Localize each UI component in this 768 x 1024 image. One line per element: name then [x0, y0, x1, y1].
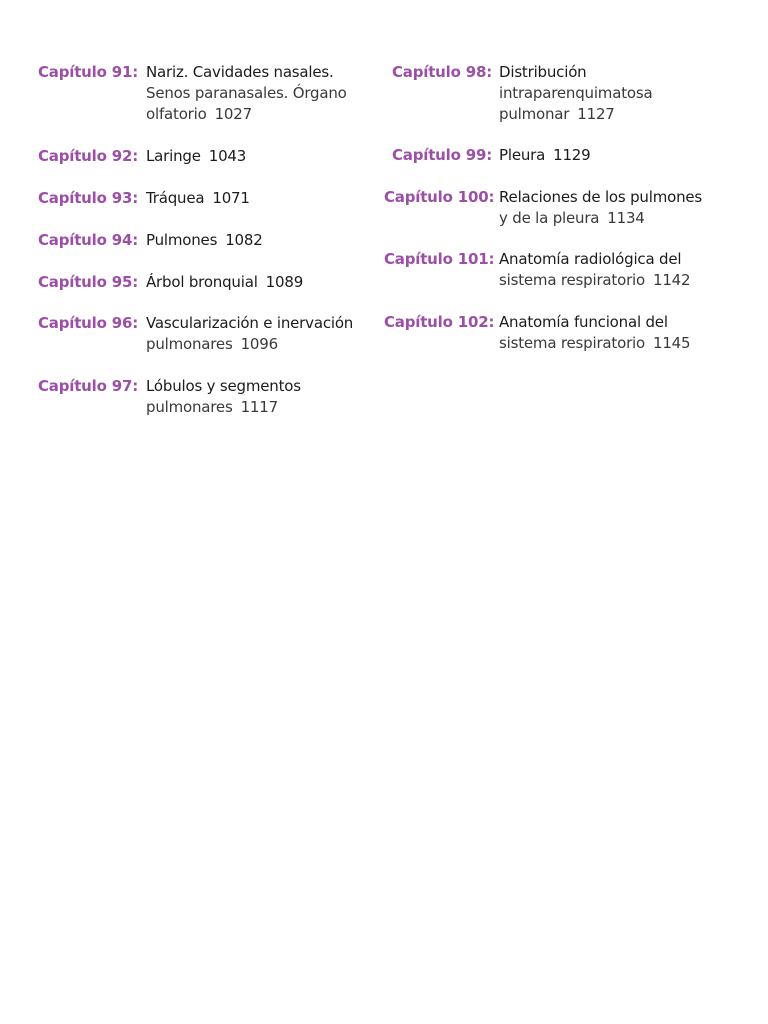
chapter-label: Capítulo 92: — [38, 147, 138, 165]
chapter-title-text: olfatorio — [146, 105, 207, 123]
chapter-title — [146, 272, 303, 293]
chapter-title-text: Anatomía funcional del — [499, 313, 668, 331]
chapter-title-line — [499, 62, 652, 83]
chapter-title-text: pulmonar — [499, 105, 570, 123]
page-number: 1089 — [265, 273, 304, 291]
chapter-label: Capítulo 91: — [38, 63, 138, 81]
chapter-label: Capítulo 97: — [38, 377, 138, 395]
chapter-title — [146, 376, 301, 418]
chapter-label: Capítulo 101: — [384, 250, 495, 268]
chapter-title-text: Laringe — [146, 147, 201, 165]
chapter-title-text: Lóbulos y segmentos — [146, 377, 301, 395]
chapter-title — [499, 187, 702, 229]
page-number: 1071 — [212, 189, 250, 207]
chapter-title-line — [146, 62, 347, 83]
chapter-title-text: Árbol bronquial — [146, 273, 258, 291]
chapter-title-line — [146, 188, 250, 209]
page-number: 1145 — [652, 334, 691, 352]
chapter-title-line — [499, 333, 690, 354]
chapter-label: Capítulo 93: — [38, 189, 138, 207]
chapter-title — [499, 62, 652, 125]
chapter-title-text: Nariz. Cavidades nasales. — [146, 63, 334, 81]
chapter-title — [146, 188, 250, 209]
chapter-title-text: Distribución — [499, 63, 587, 81]
chapter-title — [499, 312, 690, 354]
chapter-title-text: sistema respiratorio — [499, 271, 645, 289]
chapter-label: Capítulo 96: — [38, 314, 138, 332]
chapter-title-text: Tráquea — [146, 189, 205, 207]
chapter-title-line — [146, 272, 303, 293]
chapter-label: Capítulo 99: — [392, 146, 492, 164]
chapter-title-line — [146, 313, 353, 334]
chapter-title — [499, 145, 590, 166]
chapter-title — [499, 249, 690, 291]
chapter-title-text: Anatomía radiológica del — [499, 250, 682, 268]
chapter-label: Capítulo 100: — [384, 188, 495, 206]
chapter-title-line — [499, 312, 690, 333]
chapter-title-text: y de la pleura — [499, 209, 600, 227]
chapter-title-line — [499, 270, 690, 291]
chapter-title-line — [146, 230, 263, 251]
chapter-title — [146, 230, 263, 251]
chapter-title-line — [146, 376, 301, 397]
chapter-title — [146, 313, 353, 355]
chapter-label: Capítulo 95: — [38, 273, 138, 291]
chapter-title-text: sistema respiratorio — [499, 334, 645, 352]
page-number: 1043 — [208, 147, 247, 165]
chapter-label: Capítulo 102: — [384, 313, 495, 331]
chapter-title-line — [499, 104, 652, 125]
chapter-title-text: Pulmones — [146, 231, 218, 249]
chapter-title-line — [499, 208, 702, 229]
page-number: 1096 — [240, 335, 278, 353]
page-number: 1127 — [577, 105, 615, 123]
chapter-title-line — [146, 104, 347, 125]
chapter-title-text: Relaciones de los pulmones — [499, 188, 703, 206]
chapter-title-text: Pleura — [499, 146, 546, 164]
chapter-title-line — [499, 187, 702, 208]
chapter-title — [146, 62, 347, 125]
chapter-title — [146, 146, 246, 167]
chapter-label: Capítulo 98: — [392, 63, 492, 81]
page-number: 1027 — [214, 105, 252, 123]
chapter-title-text: intraparenquimatosa — [499, 84, 653, 102]
chapter-title-line — [146, 334, 353, 355]
page-number: 1129 — [553, 146, 591, 164]
chapter-title-line — [146, 146, 246, 167]
chapter-title-line — [499, 83, 652, 104]
chapter-title-line — [499, 249, 690, 270]
page-number: 1082 — [225, 231, 263, 249]
chapter-title-text: Senos paranasales. Órgano — [146, 84, 347, 102]
chapter-title-line — [146, 83, 347, 104]
chapter-title-text: Vascularización e inervación — [146, 314, 354, 332]
page-number: 1134 — [607, 209, 645, 227]
page-number: 1117 — [240, 398, 278, 416]
chapter-title-text: pulmonares — [146, 398, 233, 416]
chapter-title-text: pulmonares — [146, 335, 233, 353]
chapter-title-line — [499, 145, 590, 166]
chapter-label: Capítulo 94: — [38, 231, 138, 249]
page-number: 1142 — [652, 271, 691, 289]
chapter-title-line — [146, 397, 301, 418]
